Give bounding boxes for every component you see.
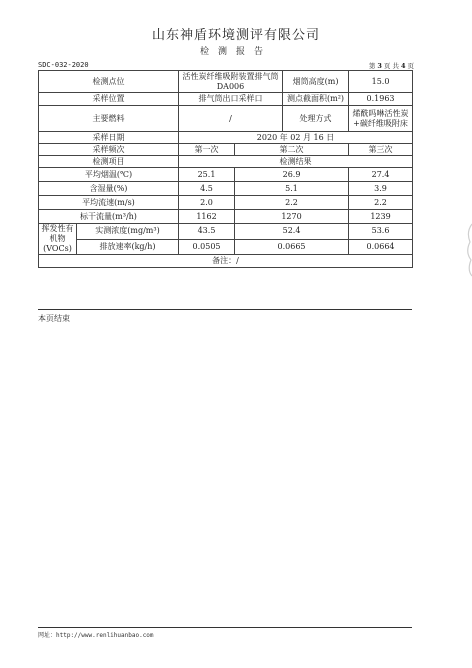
sampling-position-value: 排气筒出口采样口 — [179, 93, 283, 106]
row-label: 平均烟温(℃) — [39, 168, 179, 182]
row-value: 2.2 — [349, 196, 413, 210]
row-value: 27.4 — [349, 168, 413, 182]
voc-row-label: 实测浓度(mg/m³) — [77, 224, 179, 240]
row-value: 4.5 — [179, 182, 235, 196]
treatment-value: 烯酰吗啉活性炭+碳纤维吸附床 — [349, 106, 413, 132]
row-value: 5.1 — [235, 182, 349, 196]
voc-row-value: 43.5 — [179, 224, 235, 240]
report-number: SDC-032-2020 — [38, 61, 89, 69]
voc-row-value: 0.0664 — [349, 239, 413, 255]
date-value: 2020 年 02 月 16 日 — [179, 132, 413, 144]
company-name: 山东神盾环境测评有限公司 — [151, 28, 320, 43]
row-value: 26.9 — [235, 168, 349, 182]
report-subtitle: 检测报告 — [199, 47, 272, 57]
frequency-label: 采样频次 — [39, 144, 179, 156]
page-indicator: 第 3 页 共 4 页 — [368, 62, 414, 70]
items-label: 检测项目 — [39, 156, 179, 168]
row-label: 平均流速(m/s) — [39, 196, 179, 210]
treatment-label: 处理方式 — [283, 106, 349, 132]
row-value: 1270 — [235, 210, 349, 224]
results-label: 检测结果 — [179, 156, 413, 168]
measurement-table — [38, 70, 413, 268]
stack-height-label: 烟筒高度(m) — [283, 71, 349, 93]
row-label: 标干流量(m³/h) — [39, 210, 179, 224]
fuel-label: 主要燃料 — [39, 106, 179, 132]
footer-website: 网址：http://www.renlihuanbao.com — [38, 632, 154, 639]
voc-row-label: 排放速率(kg/h) — [77, 239, 179, 255]
frequency-3: 第三次 — [349, 144, 413, 156]
section-area-value: 0.1963 — [349, 93, 413, 106]
end-note: 本页结束 — [38, 314, 70, 323]
voc-row-value: 53.6 — [349, 224, 413, 240]
row-value: 2.2 — [235, 196, 349, 210]
section-area-label: 测点截面积(m²) — [283, 93, 349, 106]
voc-row-value: 0.0665 — [235, 239, 349, 255]
stamp-fragment — [462, 220, 472, 280]
row-value: 2.0 — [179, 196, 235, 210]
fuel-value: / — [179, 106, 283, 132]
voc-group-label: 挥发性有机物(VOCs) — [39, 224, 77, 255]
stack-height-value: 15.0 — [349, 71, 413, 93]
row-value: 1239 — [349, 210, 413, 224]
date-label: 采样日期 — [39, 132, 179, 144]
row-value: 3.9 — [349, 182, 413, 196]
point-value: 活性炭纤维吸附装置排气筒 DA006 — [179, 71, 283, 93]
voc-row-value: 52.4 — [235, 224, 349, 240]
voc-row-value: 0.0505 — [179, 239, 235, 255]
row-label: 含湿量(%) — [39, 182, 179, 196]
frequency-1: 第一次 — [179, 144, 235, 156]
end-divider — [38, 309, 412, 310]
footer-divider — [38, 627, 412, 628]
frequency-2: 第二次 — [235, 144, 349, 156]
point-label: 检测点位 — [39, 71, 179, 93]
row-value: 25.1 — [179, 168, 235, 182]
remark: 备注：/ — [39, 255, 413, 268]
row-value: 1162 — [179, 210, 235, 224]
sampling-position-label: 采样位置 — [39, 93, 179, 106]
